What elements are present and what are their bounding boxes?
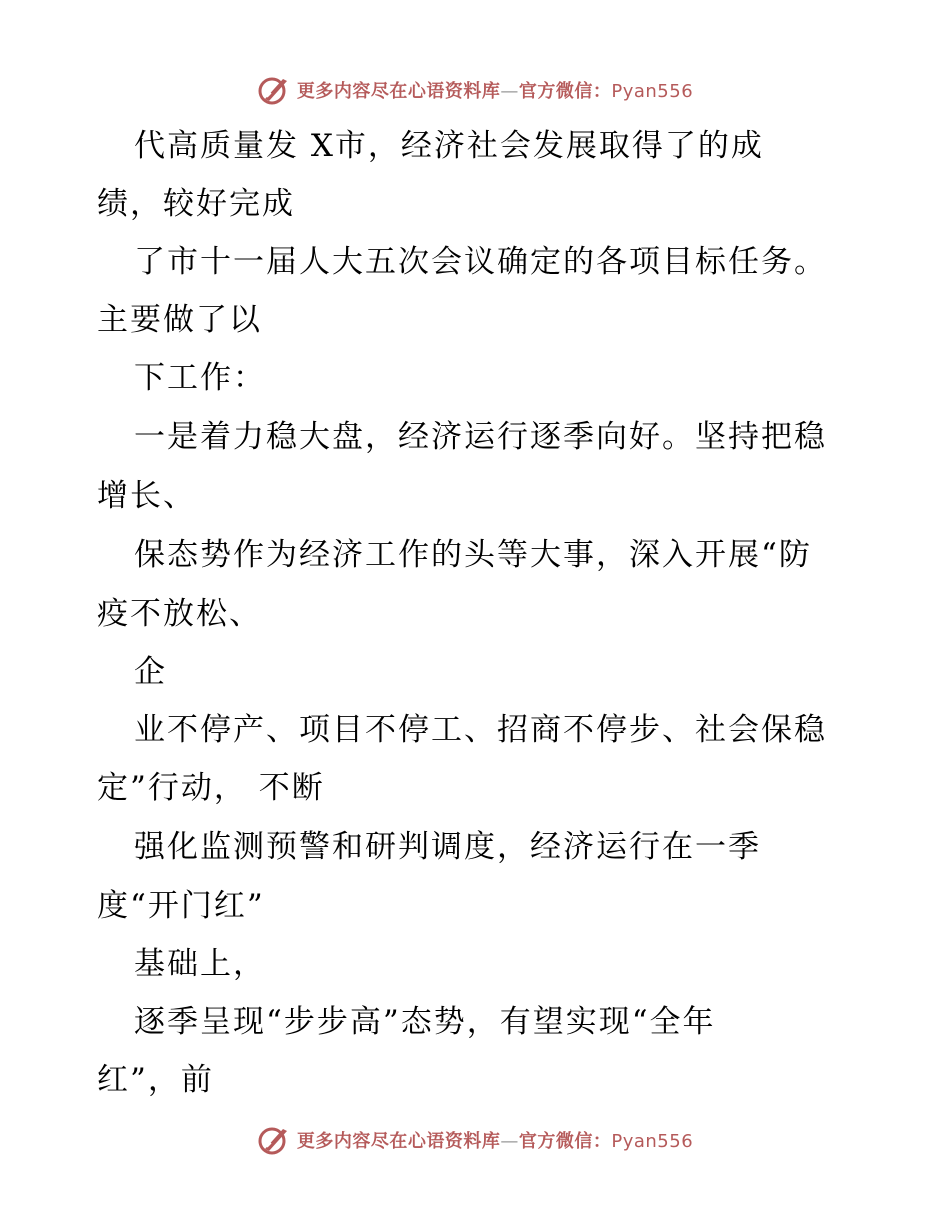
quill-pen-logo-icon xyxy=(257,1123,291,1157)
text-line: 代高质量发 X市，经济社会发展取得了的成 xyxy=(134,128,764,164)
watermark-site-name: 更多内容尽在心语资料库 xyxy=(296,81,501,102)
watermark-site-name: 更多内容尽在心语资料库 xyxy=(296,1131,501,1152)
text-line: 企 xyxy=(134,654,167,690)
watermark-text xyxy=(297,1127,693,1153)
text-line: 逐季呈现“步步高”态势，有望实现“全年 xyxy=(134,1004,716,1040)
text-line: 绩，较好完成 xyxy=(97,186,295,222)
text-line: 疫不放松、 xyxy=(97,596,262,632)
watermark-separator: — xyxy=(500,1131,519,1152)
watermark-wechat-id: Pyan556 xyxy=(611,1131,694,1152)
text-line: 下工作： xyxy=(134,360,266,396)
footer-watermark xyxy=(0,1120,950,1160)
text-line: 增长、 xyxy=(97,478,196,514)
watermark-separator: — xyxy=(500,81,519,102)
text-line: 定”行动， 不断 xyxy=(97,770,325,806)
text-line: 度“开门红” xyxy=(97,888,265,924)
text-line: 红”，前 xyxy=(97,1062,214,1098)
watermark-wechat-label: 官方微信： xyxy=(518,1131,612,1152)
text-line: 了市十一届人大五次会议确定的各项目标任务。 xyxy=(134,244,827,280)
text-line: 一是着力稳大盘，经济运行逐季向好。坚持把稳 xyxy=(134,419,827,455)
text-line: 基础上， xyxy=(134,946,266,982)
text-line: 保态势作为经济工作的头等大事，深入开展“防 xyxy=(134,537,812,573)
text-line: 强化监测预警和研判调度，经济运行在一季 xyxy=(134,829,761,865)
watermark-wechat-id: Pyan556 xyxy=(611,81,694,102)
watermark-wechat-label: 官方微信： xyxy=(518,81,612,102)
text-line: 主要做了以 xyxy=(97,302,262,338)
text-line: 业不停产、项目不停工、招商不停步、社会保稳 xyxy=(134,712,827,748)
